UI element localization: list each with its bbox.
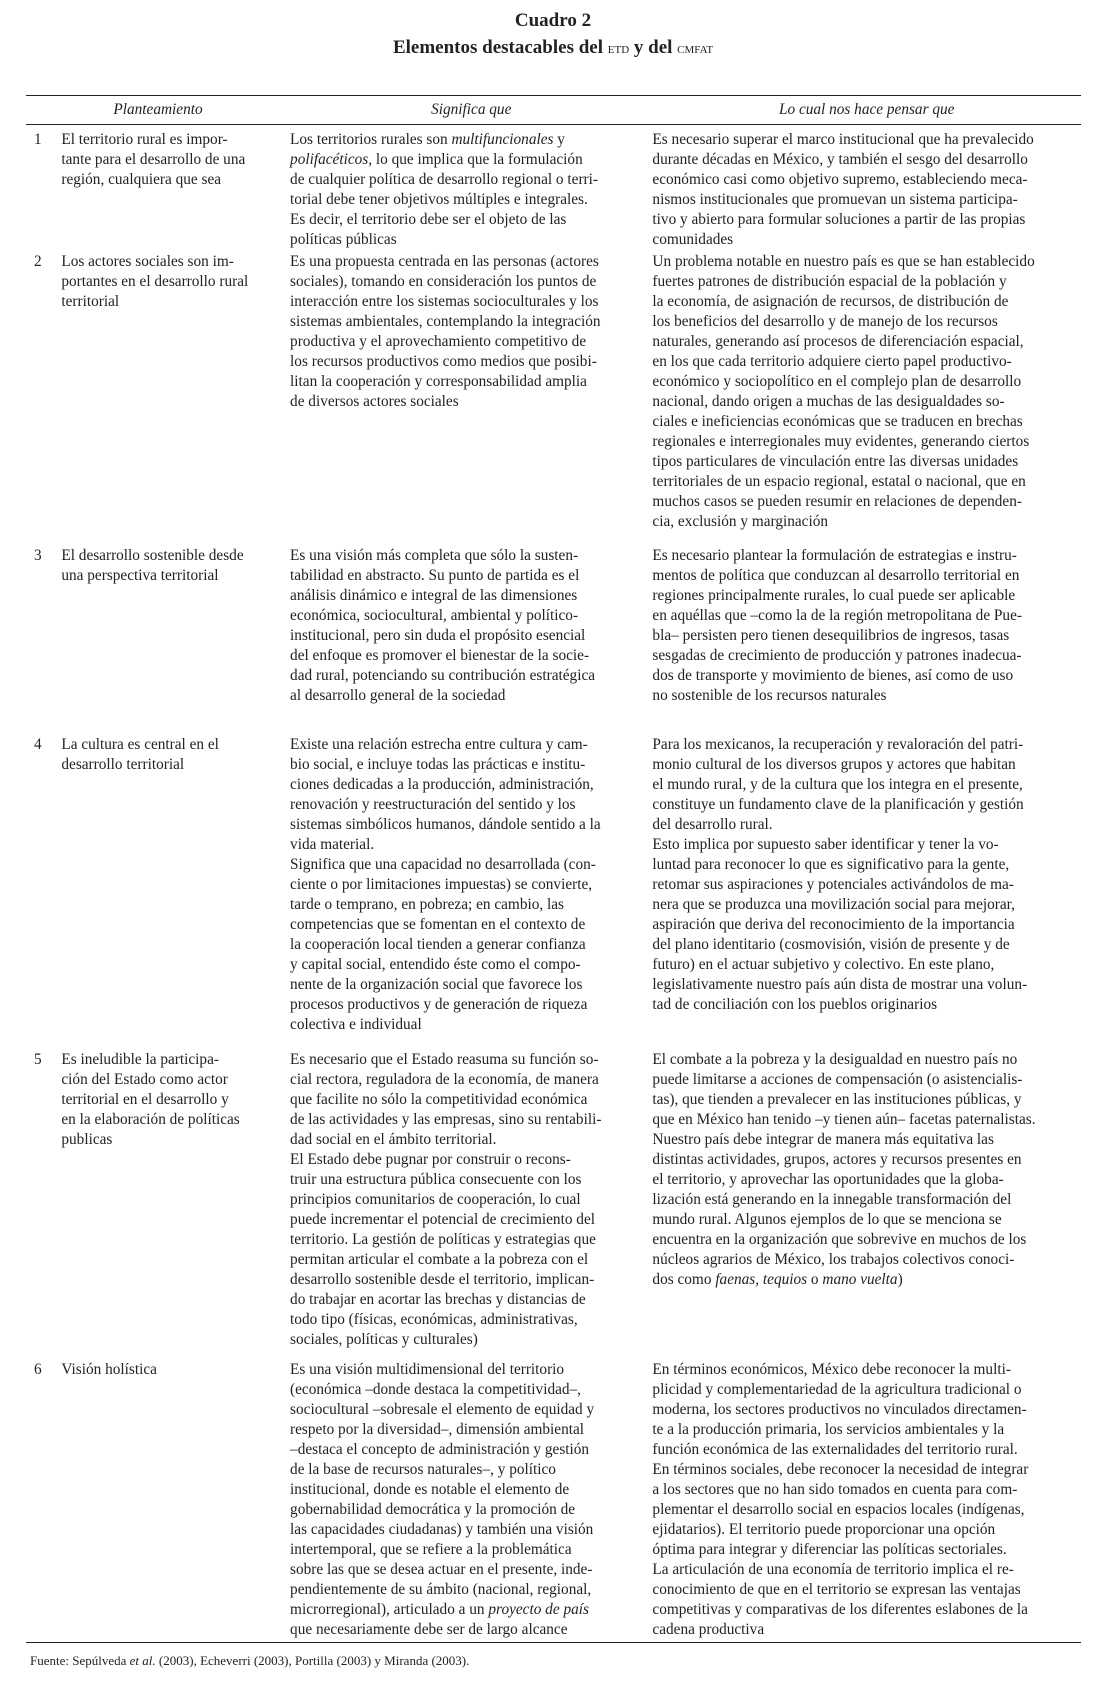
text-line: competitivas y comparativas de los diferentes eslabones de la (652, 1601, 1028, 1618)
text-line: La articulación de una economía de territorio implica el re- (652, 1561, 1014, 1578)
text-line: Es una visión multidimensional del territorio (290, 1361, 565, 1378)
header-planteamiento: Planteamiento (113, 101, 203, 118)
text-line: sociales, políticas y culturales) (290, 1331, 478, 1348)
text-segment: , lo que implica que la formulación (368, 151, 583, 168)
text-line: interacción entre los sistemas socioculturales y los (290, 293, 599, 310)
table-row (26, 124, 1081, 252)
text-line: territorial en el desarrollo y (61, 1091, 229, 1108)
text-line: nismos institucionales que promuevan un sistema participa- (652, 191, 1018, 208)
text-line: tabilidad en abstracto. Su punto de partida es el (290, 567, 580, 584)
text-line: institucional, donde es notable el elemento de (290, 1481, 570, 1498)
text-line: que facilite no sólo la competitividad económica (290, 1091, 588, 1108)
header-significa: Significa que (431, 101, 512, 118)
row-number: 3 (34, 547, 42, 564)
text-line: productiva y el aprovechamiento competitivo de (290, 333, 587, 350)
source-text: Fuente: Sepúlveda (30, 1653, 130, 1668)
text-line: puede incrementar el potencial de crecimiento del (290, 1211, 595, 1228)
text-line: El combate a la pobreza y la desigualdad en nuestro país no (652, 1051, 1018, 1068)
text-line: distintas actividades, grupos, actores y recursos presentes en (652, 1151, 1022, 1168)
text-line (290, 130, 652, 150)
cell-c3 (652, 546, 1081, 735)
text-line: luntad para reconocer lo que es significativo para la gente, (652, 856, 1010, 873)
text-line: publicas (61, 1131, 113, 1148)
row-number: 1 (34, 131, 42, 148)
text-line: una perspectiva territorial (61, 567, 219, 584)
text-line: óptima para integrar y diferenciar las políticas sectoriales. (652, 1541, 1007, 1558)
row-number: 2 (34, 253, 42, 270)
text-line (290, 150, 652, 170)
text-line: litan la cooperación y corresponsabilidad amplia (290, 373, 587, 390)
text-line: Los actores sociales son im- (61, 253, 234, 270)
text-line: regiones principalmente rurales, lo cual puede ser aplicable (652, 587, 1016, 604)
text-line: ción del Estado como actor (61, 1071, 228, 1088)
text-line: dad rural, potenciando su contribución estratégica (290, 667, 596, 684)
text-line: truir una estructura pública consecuente con los (290, 1171, 582, 1188)
text-line: que en México han tenido –y tienen aún– facetas paternalistas. (652, 1111, 1036, 1128)
text-segment: dos como (652, 1271, 716, 1288)
text-line: Es ineludible la participa- (61, 1051, 219, 1068)
text-line: desarrollo sostenible desde el territorio, implican- (290, 1271, 595, 1288)
text-line: regionales e interregionales muy evidentes, generando ciertos (652, 433, 1030, 450)
text-line: intertemporal, que se refiere a la problemática (290, 1541, 572, 1558)
text-line: en la elaboración de políticas (61, 1111, 240, 1128)
cell-c1 (61, 1360, 290, 1642)
source-text: (2003), Echeverri (2003), Portilla (2003) y Miranda (2003). (155, 1653, 470, 1668)
text-line: de cualquier política de desarrollo regional o terri- (290, 171, 598, 188)
header-row (26, 96, 1081, 124)
text-line: (económica –donde destaca la competitividad–, (290, 1381, 582, 1398)
table-row (26, 546, 1081, 735)
text-line: puede limitarse a acciones de compensación (o asistencialis- (652, 1071, 1023, 1088)
text-line: sociales), tomando en consideración los puntos de (290, 273, 597, 290)
text-line: El desarrollo sostenible desde (61, 547, 244, 564)
text-line: tad de conciliación con los pueblos originarios (652, 996, 938, 1013)
text-line: sobre las que se desea actuar en el presente, inde- (290, 1561, 593, 1578)
text-line: de las actividades y las empresas, sino su rentabili- (290, 1111, 602, 1128)
text-line: legislativamente nuestro país aún dista de mostrar una volun- (652, 976, 1028, 993)
text-line: la cooperación local tienden a generar confianza (290, 936, 586, 953)
text-line: retomar sus aspiraciones y potenciales activándolos de ma- (652, 876, 1014, 893)
text-line: conocimiento de que en el territorio se expresan las ventajas (652, 1581, 1021, 1598)
text-line: nera que se produzca una movilización social para mejorar, (652, 896, 1015, 913)
text-line: de la base de recursos naturales–, y político (290, 1461, 556, 1478)
text-line: principios comunitarios de cooperación, lo cual (290, 1191, 581, 1208)
text-line: cadena productiva (652, 1621, 765, 1638)
text-line: mundo rural. Algunos ejemplos de lo que se menciona se (652, 1211, 1002, 1228)
text-line: territoriales de un espacio regional, estatal o nacional, que en (652, 473, 1026, 490)
title-text: y del (629, 37, 678, 58)
text-line: no sostenible de los recursos naturales (652, 687, 887, 704)
text-segment: y (553, 131, 565, 148)
text-line: Significa que una capacidad no desarrollada (con- (290, 856, 596, 873)
text-line: nente de la organización social que favorece los (290, 976, 583, 993)
text-line: tipos particulares de vinculación entre las diversas unidades (652, 453, 1019, 470)
text-line: dad social en el ámbito territorial. (290, 1131, 497, 1148)
text-line: La cultura es central en el (61, 736, 219, 753)
italic-term: proyecto de país (488, 1601, 589, 1618)
text-line: los recursos productivos como medios que posibi- (290, 353, 597, 370)
acronym-cmfat: cmfat (677, 41, 714, 57)
table-row (26, 252, 1081, 546)
text-line: tarde o temprano, en pobreza; en cambio, las (290, 896, 565, 913)
text-line: los beneficios del desarrollo y de manejo de los recursos (652, 313, 998, 330)
text-line: ciales e ineficiencias económicas que se traducen en brechas (652, 413, 1023, 430)
text-line: En términos económicos, México debe reconocer la multi- (652, 1361, 1011, 1378)
table-row (26, 735, 1081, 1050)
row-number: 6 (34, 1361, 42, 1378)
text-line: análisis dinámico e integral de las dimensiones (290, 587, 578, 604)
text-line: sesgadas de crecimiento de producción y patrones inadecua- (652, 647, 1022, 664)
text-line: en los que cada territorio adquiere cierto papel productivo- (652, 353, 1012, 370)
text-line: el territorio, y aprovechar las oportunidades que la globa- (652, 1171, 1004, 1188)
text-line: bio social, e incluye todas las prácticas e institu- (290, 756, 586, 773)
text-line: procesos productivos y de generación de riqueza (290, 996, 588, 1013)
text-line: lización está generando en la innegable transformación del (652, 1191, 1012, 1208)
text-line: Es necesario que el Estado reasuma su función so- (290, 1051, 599, 1068)
cell-c3 (652, 124, 1081, 252)
text-line: competencias que se fomentan en el contexto de (290, 916, 586, 933)
text-line: territorial (61, 293, 120, 310)
table-title (0, 37, 1106, 59)
bottom-rule (26, 1642, 1081, 1643)
text-line: torial debe tener objetivos múltiples e integrales. (290, 191, 588, 208)
text-line: económico y sociopolítico en el complejo plan de desarrollo (652, 373, 1022, 390)
cell-c2 (290, 124, 652, 252)
text-line: función económica de las externalidades del territorio rural. (652, 1441, 1018, 1458)
text-line: las capacidades ciudadanas) y también una visión (290, 1521, 594, 1538)
text-line: en aquéllas que –como la de la región metropolitana de Pue- (652, 607, 1022, 624)
text-line: bla– persisten pero tienen desequilibrios de ingresos, tasas (652, 627, 1010, 644)
text-line: institucional, pero sin duda el propósito esencial (290, 627, 586, 644)
text-line: plicidad y complementariedad de la agricultura tradicional o (652, 1381, 1022, 1398)
source-italic: et al. (129, 1653, 156, 1668)
text-line: do trabajar en acortar las brechas y distancias de (290, 1291, 586, 1308)
text-line: Es decir, el territorio debe ser el objeto de las (290, 211, 567, 228)
text-line: al desarrollo general de la sociedad (290, 687, 506, 704)
text-line: del enfoque es promover el bienestar de la socie- (290, 647, 590, 664)
text-line: Para los mexicanos, la recuperación y revaloración del patri- (652, 736, 1024, 753)
text-line: monio cultural de los diversos grupos y actores que habitan (652, 756, 1016, 773)
cell-c2 (290, 546, 652, 735)
text-line: Es necesario plantear la formulación de estrategias e instru- (652, 547, 1017, 564)
text-line: colectiva e individual (290, 1016, 422, 1033)
text-line: constituye un fundamento clave de la planificación y gestión (652, 796, 1024, 813)
text-segment: o (807, 1271, 823, 1288)
text-line: ciente o por limitaciones impuestas) se convierte, (290, 876, 593, 893)
italic-term: mano vuelta (822, 1271, 898, 1288)
text-line: Es una visión más completa que sólo la susten- (290, 547, 579, 564)
text-line: territorio. La gestión de políticas y estrategias que (290, 1231, 596, 1248)
text-line: Visión holística (61, 1361, 157, 1378)
text-line: sistemas simbólicos humanos, dándole sentido a la (290, 816, 601, 833)
text-line: todo tipo (físicas, económicas, administrativas, (290, 1311, 578, 1328)
table-row (26, 1360, 1081, 1642)
text-line: naturales, generando así procesos de diferenciación espacial, (652, 333, 1024, 350)
text-line: gobernabilidad democrática y la promoción de (290, 1501, 576, 1518)
text-line: ejidatarios). El territorio puede proporcionar una opción (652, 1521, 996, 1538)
text-line: vida material. (290, 836, 375, 853)
text-line: y capital social, entendido éste como el compo- (290, 956, 581, 973)
text-line: sistemas ambientales, contemplando la integración (290, 313, 601, 330)
text-line: fuertes patrones de distribución espacial de la población y (652, 273, 1007, 290)
row-number: 5 (34, 1051, 42, 1068)
italic-term: multifuncionales (451, 131, 554, 148)
comparison-table (26, 96, 1081, 1642)
text-line: tas), que tienden a prevalecer en las instituciones públicas, y (652, 1091, 1022, 1108)
cell-c1 (61, 1050, 290, 1360)
row-number: 4 (34, 736, 42, 753)
table-number: Cuadro 2 (514, 10, 592, 31)
text-line: comunidades (652, 231, 734, 248)
text-line: moderna, los sectores productivos no vinculados directamen- (652, 1401, 1027, 1418)
cell-c1 (61, 252, 290, 546)
text-line: Nuestro país debe integrar de manera más equitativa las (652, 1131, 994, 1148)
text-line: muchos casos se pueden resumir en relaciones de dependen- (652, 493, 1022, 510)
cell-c3 (652, 1050, 1081, 1360)
text-line: permitan articular el combate a la pobreza con el (290, 1251, 589, 1268)
italic-term: faenas, tequios (715, 1271, 808, 1288)
cell-c3 (652, 252, 1081, 546)
cell-c2 (290, 252, 652, 546)
title-text: Elementos destacables del (392, 37, 608, 58)
cell-c2 (290, 1360, 652, 1642)
text-line: pendientemente de su ámbito (nacional, regional, (290, 1581, 592, 1598)
text-line: respeto por la diversidad–, dimensión ambiental (290, 1421, 585, 1438)
text-line: durante décadas en México, y también el sesgo del desarrollo (652, 151, 1028, 168)
cell-c3 (652, 735, 1081, 1050)
text-line: del plano identitario (cosmovisión, visión de presente y de (652, 936, 1010, 953)
text-line: Un problema notable en nuestro país es que se han establecido (652, 253, 1035, 270)
header-lo-cual: Lo cual nos hace pensar que (778, 101, 955, 118)
text-line: sociocultural –sobresale el elemento de equidad y (290, 1401, 595, 1418)
text-line (652, 1270, 1081, 1290)
text-line: de diversos actores sociales (290, 393, 459, 410)
text-line: –destaca el concepto de administración y gestión (290, 1441, 590, 1458)
text-segment: microrregional), articulado a un (290, 1601, 489, 1618)
text-line: cial rectora, reguladora de la economía, de manera (290, 1071, 599, 1088)
cell-c1 (61, 546, 290, 735)
acronym-etd: etd (607, 41, 630, 57)
text-line: En términos sociales, debe reconocer la necesidad de integrar (652, 1461, 1029, 1478)
cell-c2 (290, 735, 652, 1050)
text-line: El Estado debe pugnar por construir o recons- (290, 1151, 571, 1168)
text-line: futuro) en el actuar subjetivo y colectivo. En este plano, (652, 956, 995, 973)
text-line: el mundo rural, y de la cultura que los integra en el presente, (652, 776, 1023, 793)
text-line: renovación y reestructuración del sentido y los (290, 796, 576, 813)
text-line: económica, sociocultural, ambiental y político- (290, 607, 579, 624)
text-line: dos de transporte y movimiento de bienes, así como de uso (652, 667, 1014, 684)
text-line: tivo y abierto para formular soluciones a partir de las propias (652, 211, 1026, 228)
text-line: del desarrollo rural. (652, 816, 773, 833)
text-line: te a la producción primaria, los servicios ambientales y la (652, 1421, 1005, 1438)
text-line: a los sectores que no han sido tomados en cuenta para com- (652, 1481, 1018, 1498)
cell-c1 (61, 735, 290, 1050)
text-line: desarrollo territorial (61, 756, 185, 773)
text-line: Es una propuesta centrada en las personas (actores (290, 253, 599, 270)
text-line: la economía, de asignación de recursos, de distribución de (652, 293, 1009, 310)
text-line: cia, exclusión y marginación (652, 513, 828, 530)
text-line: región, cualquiera que sea (61, 171, 222, 188)
text-line: que necesariamente debe ser de largo alcance (290, 1621, 568, 1638)
text-line: Es necesario superar el marco institucional que ha prevalecido (652, 131, 1034, 148)
cell-c1 (61, 124, 290, 252)
text-line: económico casi como objetivo supremo, estableciendo meca- (652, 171, 1028, 188)
text-line: plementar el desarrollo social en espacios locales (indígenas, (652, 1501, 1025, 1518)
text-line: aspiración que deriva del reconocimiento de la importancia (652, 916, 1015, 933)
source-note (30, 1653, 469, 1669)
text-line: encuentra en la organización que sobrevive en muchos de los (652, 1231, 1027, 1248)
text-line: nacional, dando origen a muchas de las desigualdades so- (652, 393, 1005, 410)
text-line: Esto implica por supuesto saber identificar y tener la vo- (652, 836, 999, 853)
text-segment: Los territorios rurales son (290, 131, 452, 148)
text-line: tante para el desarrollo de una (61, 151, 246, 168)
text-line: ciones dedicadas a la producción, administración, (290, 776, 594, 793)
text-segment: ) (897, 1271, 903, 1288)
text-line: Existe una relación estrecha entre cultura y cam- (290, 736, 588, 753)
cell-c3 (652, 1360, 1081, 1642)
table-row (26, 1050, 1081, 1360)
text-line: portantes en el desarrollo rural (61, 273, 249, 290)
text-line: El territorio rural es impor- (61, 131, 228, 148)
text-line: mentos de política que conduzcan al desarrollo territorial en (652, 567, 1020, 584)
text-line: políticas públicas (290, 231, 397, 248)
cell-c2 (290, 1050, 652, 1360)
text-line: núcleos agrarios de México, los trabajos colectivos conoci- (652, 1251, 1015, 1268)
italic-term: polifacéticos (290, 151, 369, 168)
text-line (290, 1600, 652, 1620)
